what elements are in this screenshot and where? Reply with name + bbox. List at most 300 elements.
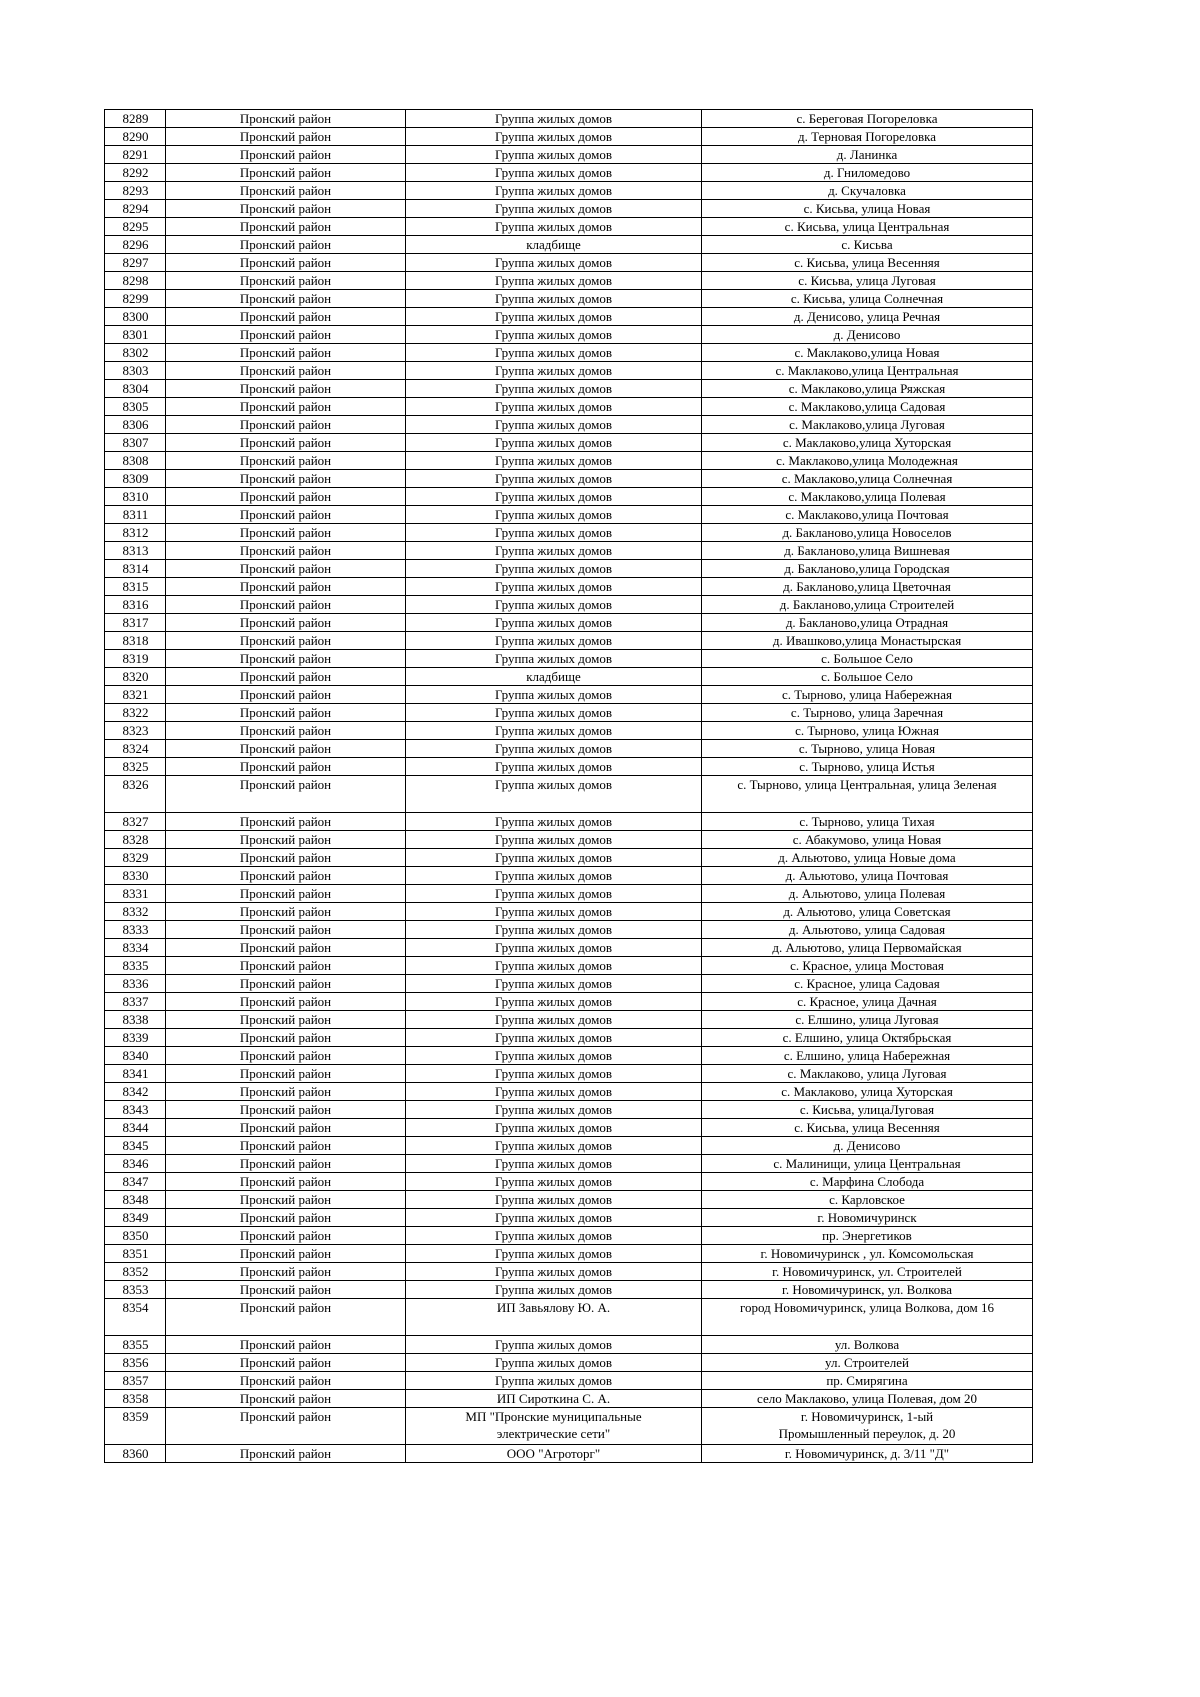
object-cell: Группа жилых домов bbox=[406, 218, 702, 236]
table-row bbox=[105, 272, 1033, 290]
table-row bbox=[105, 921, 1033, 939]
object-cell: Группа жилых домов bbox=[406, 254, 702, 272]
address-cell: д. Альютово, улица Новые дома bbox=[702, 849, 1033, 867]
object-cell: Группа жилых домов bbox=[406, 1227, 702, 1245]
object-cell: Группа жилых домов bbox=[406, 722, 702, 740]
table-row bbox=[105, 885, 1033, 903]
row-number-cell: 8343 bbox=[105, 1101, 166, 1119]
address-cell: д. Альютово, улица Советская bbox=[702, 903, 1033, 921]
row-number-cell: 8360 bbox=[105, 1445, 166, 1463]
object-cell: Группа жилых домов bbox=[406, 614, 702, 632]
district-cell: Пронский район bbox=[166, 1065, 406, 1083]
district-cell: Пронский район bbox=[166, 488, 406, 506]
object-cell: Группа жилых домов bbox=[406, 1173, 702, 1191]
object-cell: Группа жилых домов bbox=[406, 867, 702, 885]
address-cell: г. Новомичуринск bbox=[702, 1209, 1033, 1227]
object-cell: Группа жилых домов bbox=[406, 182, 702, 200]
address-cell: с. Маклаково,улица Центральная bbox=[702, 362, 1033, 380]
table-row bbox=[105, 1029, 1033, 1047]
row-number-cell: 8337 bbox=[105, 993, 166, 1011]
address-cell: с. Кисьва, улицаЛуговая bbox=[702, 1101, 1033, 1119]
object-cell: Группа жилых домов bbox=[406, 1336, 702, 1354]
table-row bbox=[105, 1191, 1033, 1209]
object-cell: Группа жилых домов bbox=[406, 1083, 702, 1101]
table-row bbox=[105, 632, 1033, 650]
table-row bbox=[105, 1336, 1033, 1354]
district-cell: Пронский район bbox=[166, 398, 406, 416]
row-number-cell: 8357 bbox=[105, 1372, 166, 1390]
district-cell: Пронский район bbox=[166, 218, 406, 236]
table-row bbox=[105, 1155, 1033, 1173]
row-number-cell: 8333 bbox=[105, 921, 166, 939]
district-cell: Пронский район bbox=[166, 236, 406, 254]
table-row bbox=[105, 164, 1033, 182]
table-row bbox=[105, 1209, 1033, 1227]
address-cell: д. Альютово, улица Садовая bbox=[702, 921, 1033, 939]
district-cell: Пронский район bbox=[166, 182, 406, 200]
object-cell: Группа жилых домов bbox=[406, 128, 702, 146]
object-cell: Группа жилых домов bbox=[406, 903, 702, 921]
row-number-cell: 8338 bbox=[105, 1011, 166, 1029]
district-cell: Пронский район bbox=[166, 1263, 406, 1281]
table-row bbox=[105, 236, 1033, 254]
district-cell: Пронский район bbox=[166, 993, 406, 1011]
row-number-cell: 8347 bbox=[105, 1173, 166, 1191]
object-cell: Группа жилых домов bbox=[406, 1155, 702, 1173]
district-cell: Пронский район bbox=[166, 380, 406, 398]
object-cell: Группа жилых домов bbox=[406, 488, 702, 506]
object-cell: Группа жилых домов bbox=[406, 470, 702, 488]
object-cell: Группа жилых домов bbox=[406, 849, 702, 867]
district-cell: Пронский район bbox=[166, 596, 406, 614]
address-cell: с. Маклаково,улица Луговая bbox=[702, 416, 1033, 434]
address-cell: с. Красное, улица Садовая bbox=[702, 975, 1033, 993]
table-row bbox=[105, 1299, 1033, 1336]
district-cell: Пронский район bbox=[166, 200, 406, 218]
object-cell: ИП Сироткина С. А. bbox=[406, 1390, 702, 1408]
address-cell-line-1: г. Новомичуринск, 1-ый bbox=[800, 1409, 934, 1424]
district-cell: Пронский район bbox=[166, 1445, 406, 1463]
object-cell: Группа жилых домов bbox=[406, 164, 702, 182]
object-cell: Группа жилых домов bbox=[406, 957, 702, 975]
address-cell: д. Денисово, улица Речная bbox=[702, 308, 1033, 326]
table-row bbox=[105, 1445, 1033, 1463]
address-cell: с. Тырново, улица Заречная bbox=[702, 704, 1033, 722]
object-cell: Группа жилых домов bbox=[406, 560, 702, 578]
row-number-cell: 8295 bbox=[105, 218, 166, 236]
address-cell: с. Кисьва, улица Весенняя bbox=[702, 254, 1033, 272]
table-row bbox=[105, 1083, 1033, 1101]
table-row bbox=[105, 416, 1033, 434]
table-row bbox=[105, 596, 1033, 614]
district-cell: Пронский район bbox=[166, 975, 406, 993]
object-cell: Группа жилых домов bbox=[406, 1281, 702, 1299]
row-number-cell: 8308 bbox=[105, 452, 166, 470]
table-row bbox=[105, 650, 1033, 668]
district-cell: Пронский район bbox=[166, 776, 406, 813]
address-cell: д. Бакланово,улица Строителей bbox=[702, 596, 1033, 614]
address-cell: с. Маклаково,улица Хуторская bbox=[702, 434, 1033, 452]
district-cell: Пронский район bbox=[166, 1354, 406, 1372]
table-row bbox=[105, 1372, 1033, 1390]
district-cell: Пронский район bbox=[166, 272, 406, 290]
row-number-cell: 8356 bbox=[105, 1354, 166, 1372]
table-row bbox=[105, 776, 1033, 813]
object-cell: Группа жилых домов bbox=[406, 416, 702, 434]
object-cell: Группа жилых домов bbox=[406, 308, 702, 326]
table-row bbox=[105, 722, 1033, 740]
table-row bbox=[105, 1281, 1033, 1299]
object-cell: Группа жилых домов bbox=[406, 813, 702, 831]
table-row bbox=[105, 452, 1033, 470]
table-row bbox=[105, 182, 1033, 200]
object-cell: Группа жилых домов bbox=[406, 1191, 702, 1209]
table-row bbox=[105, 146, 1033, 164]
object-cell: Группа жилых домов bbox=[406, 921, 702, 939]
address-cell: с. Тырново, улица Набережная bbox=[702, 686, 1033, 704]
address-cell: с. Маклаково,улица Солнечная bbox=[702, 470, 1033, 488]
records-table bbox=[104, 109, 1033, 1463]
row-number-cell: 8322 bbox=[105, 704, 166, 722]
district-cell: Пронский район bbox=[166, 1119, 406, 1137]
address-cell: с. Тырново, улица Южная bbox=[702, 722, 1033, 740]
object-cell: Группа жилых домов bbox=[406, 740, 702, 758]
object-cell: Группа жилых домов bbox=[406, 290, 702, 308]
table-row bbox=[105, 1065, 1033, 1083]
object-cell: Группа жилых домов bbox=[406, 542, 702, 560]
district-cell: Пронский район bbox=[166, 524, 406, 542]
table-row bbox=[105, 1408, 1033, 1445]
district-cell: Пронский район bbox=[166, 128, 406, 146]
row-number-cell: 8315 bbox=[105, 578, 166, 596]
address-cell: с. Елшино, улица Набережная bbox=[702, 1047, 1033, 1065]
district-cell: Пронский район bbox=[166, 1227, 406, 1245]
row-number-cell: 8304 bbox=[105, 380, 166, 398]
address-cell: город Новомичуринск, улица Волкова, дом 16 bbox=[702, 1299, 1033, 1336]
row-number-cell: 8318 bbox=[105, 632, 166, 650]
district-cell: Пронский район bbox=[166, 722, 406, 740]
row-number-cell: 8335 bbox=[105, 957, 166, 975]
object-cell: Группа жилых домов bbox=[406, 452, 702, 470]
row-number-cell: 8305 bbox=[105, 398, 166, 416]
district-cell: Пронский район bbox=[166, 686, 406, 704]
address-cell: г. Новомичуринск, д. 3/11 "Д" bbox=[702, 1445, 1033, 1463]
object-cell: Группа жилых домов bbox=[406, 939, 702, 957]
row-number-cell: 8336 bbox=[105, 975, 166, 993]
address-cell: пр. Энергетиков bbox=[702, 1227, 1033, 1245]
district-cell: Пронский район bbox=[166, 326, 406, 344]
row-number-cell: 8328 bbox=[105, 831, 166, 849]
row-number-cell: 8307 bbox=[105, 434, 166, 452]
address-cell: с. Елшино, улица Луговая bbox=[702, 1011, 1033, 1029]
row-number-cell: 8344 bbox=[105, 1119, 166, 1137]
object-cell: Группа жилых домов bbox=[406, 1029, 702, 1047]
table-row bbox=[105, 686, 1033, 704]
table-row bbox=[105, 434, 1033, 452]
district-cell: Пронский район bbox=[166, 434, 406, 452]
district-cell: Пронский район bbox=[166, 146, 406, 164]
district-cell: Пронский район bbox=[166, 452, 406, 470]
district-cell: Пронский район bbox=[166, 578, 406, 596]
row-number-cell: 8289 bbox=[105, 110, 166, 128]
object-cell: Группа жилых домов bbox=[406, 1119, 702, 1137]
object-cell: Группа жилых домов bbox=[406, 1354, 702, 1372]
table-row bbox=[105, 668, 1033, 686]
table-row bbox=[105, 614, 1033, 632]
object-cell: ИП Завьялову Ю. А. bbox=[406, 1299, 702, 1336]
row-number-cell: 8327 bbox=[105, 813, 166, 831]
address-cell: д. Альютово, улица Полевая bbox=[702, 885, 1033, 903]
row-number-cell: 8359 bbox=[105, 1408, 166, 1445]
row-number-cell: 8341 bbox=[105, 1065, 166, 1083]
row-number-cell: 8316 bbox=[105, 596, 166, 614]
table-row bbox=[105, 524, 1033, 542]
address-cell: с. Кисьва, улица Центральная bbox=[702, 218, 1033, 236]
address-cell: с. Маклаково,улица Садовая bbox=[702, 398, 1033, 416]
address-cell: с. Елшино, улица Октябрьская bbox=[702, 1029, 1033, 1047]
table-row bbox=[105, 290, 1033, 308]
object-cell: Группа жилых домов bbox=[406, 380, 702, 398]
district-cell: Пронский район bbox=[166, 1101, 406, 1119]
district-cell: Пронский район bbox=[166, 506, 406, 524]
table-row bbox=[105, 470, 1033, 488]
object-cell: Группа жилых домов bbox=[406, 272, 702, 290]
row-number-cell: 8352 bbox=[105, 1263, 166, 1281]
object-cell: Группа жилых домов bbox=[406, 758, 702, 776]
address-cell: с. Карловское bbox=[702, 1191, 1033, 1209]
object-cell-line-1: МП "Пронские муниципальные bbox=[465, 1409, 642, 1424]
address-cell bbox=[702, 1408, 1033, 1445]
address-cell: с. Абакумово, улица Новая bbox=[702, 831, 1033, 849]
district-cell: Пронский район bbox=[166, 1390, 406, 1408]
row-number-cell: 8332 bbox=[105, 903, 166, 921]
object-cell: Группа жилых домов bbox=[406, 200, 702, 218]
row-number-cell: 8310 bbox=[105, 488, 166, 506]
object-cell: Группа жилых домов bbox=[406, 398, 702, 416]
district-cell: Пронский район bbox=[166, 650, 406, 668]
district-cell: Пронский район bbox=[166, 254, 406, 272]
row-number-cell: 8298 bbox=[105, 272, 166, 290]
object-cell: Группа жилых домов bbox=[406, 1101, 702, 1119]
row-number-cell: 8317 bbox=[105, 614, 166, 632]
address-cell: село Маклаково, улица Полевая, дом 20 bbox=[702, 1390, 1033, 1408]
district-cell: Пронский район bbox=[166, 831, 406, 849]
address-cell: пр. Смирягина bbox=[702, 1372, 1033, 1390]
object-cell: Группа жилых домов bbox=[406, 1065, 702, 1083]
address-cell: с. Маклаково,улица Полевая bbox=[702, 488, 1033, 506]
district-cell: Пронский район bbox=[166, 1408, 406, 1445]
object-cell: Группа жилых домов bbox=[406, 596, 702, 614]
row-number-cell: 8331 bbox=[105, 885, 166, 903]
address-cell: с. Тырново, улица Тихая bbox=[702, 813, 1033, 831]
district-cell: Пронский район bbox=[166, 1047, 406, 1065]
district-cell: Пронский район bbox=[166, 110, 406, 128]
address-cell: с. Маклаково,улица Новая bbox=[702, 344, 1033, 362]
address-cell: с. Красное, улица Дачная bbox=[702, 993, 1033, 1011]
table-row bbox=[105, 939, 1033, 957]
district-cell: Пронский район bbox=[166, 470, 406, 488]
district-cell: Пронский район bbox=[166, 362, 406, 380]
table-row bbox=[105, 903, 1033, 921]
object-cell: Группа жилых домов bbox=[406, 776, 702, 813]
address-cell: д. Бакланово,улица Отрадная bbox=[702, 614, 1033, 632]
object-cell: Группа жилых домов bbox=[406, 686, 702, 704]
address-cell: с. Маклаково,улица Молодежная bbox=[702, 452, 1033, 470]
object-cell: Группа жилых домов bbox=[406, 1011, 702, 1029]
object-cell bbox=[406, 1408, 702, 1445]
address-cell: г. Новомичуринск, ул. Строителей bbox=[702, 1263, 1033, 1281]
district-cell: Пронский район bbox=[166, 1336, 406, 1354]
district-cell: Пронский район bbox=[166, 560, 406, 578]
address-cell: д. Ланинка bbox=[702, 146, 1033, 164]
table-row bbox=[105, 218, 1033, 236]
row-number-cell: 8346 bbox=[105, 1155, 166, 1173]
row-number-cell: 8329 bbox=[105, 849, 166, 867]
object-cell: Группа жилых домов bbox=[406, 524, 702, 542]
table-row bbox=[105, 254, 1033, 272]
table-row bbox=[105, 362, 1033, 380]
row-number-cell: 8325 bbox=[105, 758, 166, 776]
table-row bbox=[105, 1263, 1033, 1281]
district-cell: Пронский район bbox=[166, 1137, 406, 1155]
object-cell: Группа жилых домов bbox=[406, 506, 702, 524]
table-row bbox=[105, 560, 1033, 578]
table-row bbox=[105, 110, 1033, 128]
address-cell: д. Терновая Погореловка bbox=[702, 128, 1033, 146]
row-number-cell: 8320 bbox=[105, 668, 166, 686]
district-cell: Пронский район bbox=[166, 1209, 406, 1227]
address-cell: д. Гниломедово bbox=[702, 164, 1033, 182]
district-cell: Пронский район bbox=[166, 632, 406, 650]
row-number-cell: 8300 bbox=[105, 308, 166, 326]
district-cell: Пронский район bbox=[166, 290, 406, 308]
district-cell: Пронский район bbox=[166, 849, 406, 867]
district-cell: Пронский район bbox=[166, 344, 406, 362]
address-cell: с. Тырново, улица Новая bbox=[702, 740, 1033, 758]
object-cell: Группа жилых домов bbox=[406, 110, 702, 128]
address-cell: д. Альютово, улица Почтовая bbox=[702, 867, 1033, 885]
table-row bbox=[105, 1390, 1033, 1408]
row-number-cell: 8311 bbox=[105, 506, 166, 524]
table-row bbox=[105, 542, 1033, 560]
row-number-cell: 8293 bbox=[105, 182, 166, 200]
row-number-cell: 8349 bbox=[105, 1209, 166, 1227]
row-number-cell: 8291 bbox=[105, 146, 166, 164]
object-cell: Группа жилых домов bbox=[406, 993, 702, 1011]
district-cell: Пронский район bbox=[166, 813, 406, 831]
table-row bbox=[105, 993, 1033, 1011]
row-number-cell: 8294 bbox=[105, 200, 166, 218]
address-cell: с. Большое Село bbox=[702, 650, 1033, 668]
address-cell: ул. Волкова bbox=[702, 1336, 1033, 1354]
row-number-cell: 8358 bbox=[105, 1390, 166, 1408]
row-number-cell: 8353 bbox=[105, 1281, 166, 1299]
row-number-cell: 8292 bbox=[105, 164, 166, 182]
address-cell: д. Альютово, улица Первомайская bbox=[702, 939, 1033, 957]
table-row bbox=[105, 704, 1033, 722]
object-cell: Группа жилых домов bbox=[406, 578, 702, 596]
address-cell: с. Красное, улица Мостовая bbox=[702, 957, 1033, 975]
row-number-cell: 8342 bbox=[105, 1083, 166, 1101]
address-cell: с. Кисьва bbox=[702, 236, 1033, 254]
object-cell: Группа жилых домов bbox=[406, 362, 702, 380]
address-cell: д. Денисово bbox=[702, 326, 1033, 344]
row-number-cell: 8326 bbox=[105, 776, 166, 813]
table-row bbox=[105, 1119, 1033, 1137]
object-cell-line-2: электрические сети" bbox=[496, 1426, 611, 1441]
address-cell: д. Бакланово,улица Городская bbox=[702, 560, 1033, 578]
object-cell: Группа жилых домов bbox=[406, 831, 702, 849]
row-number-cell: 8334 bbox=[105, 939, 166, 957]
address-cell: д. Бакланово,улица Вишневая bbox=[702, 542, 1033, 560]
row-number-cell: 8351 bbox=[105, 1245, 166, 1263]
address-cell: с. Кисьва, улица Новая bbox=[702, 200, 1033, 218]
district-cell: Пронский район bbox=[166, 1083, 406, 1101]
address-cell: с. Тырново, улица Истья bbox=[702, 758, 1033, 776]
district-cell: Пронский район bbox=[166, 740, 406, 758]
row-number-cell: 8306 bbox=[105, 416, 166, 434]
table-row bbox=[105, 1137, 1033, 1155]
district-cell: Пронский район bbox=[166, 867, 406, 885]
records-table-body bbox=[105, 110, 1033, 1463]
address-cell: с. Кисьва, улица Луговая bbox=[702, 272, 1033, 290]
district-cell: Пронский район bbox=[166, 1155, 406, 1173]
row-number-cell: 8354 bbox=[105, 1299, 166, 1336]
district-cell: Пронский район bbox=[166, 668, 406, 686]
row-number-cell: 8319 bbox=[105, 650, 166, 668]
object-cell: Группа жилых домов bbox=[406, 344, 702, 362]
object-cell: кладбище bbox=[406, 236, 702, 254]
district-cell: Пронский район bbox=[166, 542, 406, 560]
district-cell: Пронский район bbox=[166, 939, 406, 957]
table-row bbox=[105, 308, 1033, 326]
object-cell: Группа жилых домов bbox=[406, 146, 702, 164]
table-row bbox=[105, 578, 1033, 596]
table-row bbox=[105, 975, 1033, 993]
district-cell: Пронский район bbox=[166, 614, 406, 632]
table-row bbox=[105, 957, 1033, 975]
district-cell: Пронский район bbox=[166, 1281, 406, 1299]
object-cell: Группа жилых домов bbox=[406, 1047, 702, 1065]
address-cell: д. Скучаловка bbox=[702, 182, 1033, 200]
address-cell: с. Марфина Слобода bbox=[702, 1173, 1033, 1191]
address-cell: г. Новомичуринск, ул. Волкова bbox=[702, 1281, 1033, 1299]
address-cell: с. Маклаково,улица Почтовая bbox=[702, 506, 1033, 524]
row-number-cell: 8339 bbox=[105, 1029, 166, 1047]
district-cell: Пронский район bbox=[166, 416, 406, 434]
address-cell: с. Большое Село bbox=[702, 668, 1033, 686]
district-cell: Пронский район bbox=[166, 704, 406, 722]
object-cell: Группа жилых домов bbox=[406, 434, 702, 452]
table-row bbox=[105, 758, 1033, 776]
row-number-cell: 8330 bbox=[105, 867, 166, 885]
address-cell: с. Маклаково, улица Хуторская bbox=[702, 1083, 1033, 1101]
object-cell: Группа жилых домов bbox=[406, 885, 702, 903]
row-number-cell: 8290 bbox=[105, 128, 166, 146]
row-number-cell: 8355 bbox=[105, 1336, 166, 1354]
table-row bbox=[105, 344, 1033, 362]
object-cell: Группа жилых домов bbox=[406, 975, 702, 993]
table-row bbox=[105, 740, 1033, 758]
district-cell: Пронский район bbox=[166, 1191, 406, 1209]
object-cell: Группа жилых домов bbox=[406, 1209, 702, 1227]
object-cell: Группа жилых домов bbox=[406, 1372, 702, 1390]
table-row bbox=[105, 326, 1033, 344]
row-number-cell: 8312 bbox=[105, 524, 166, 542]
object-cell: ООО "Агроторг" bbox=[406, 1445, 702, 1463]
table-row bbox=[105, 1245, 1033, 1263]
object-cell: Группа жилых домов bbox=[406, 704, 702, 722]
